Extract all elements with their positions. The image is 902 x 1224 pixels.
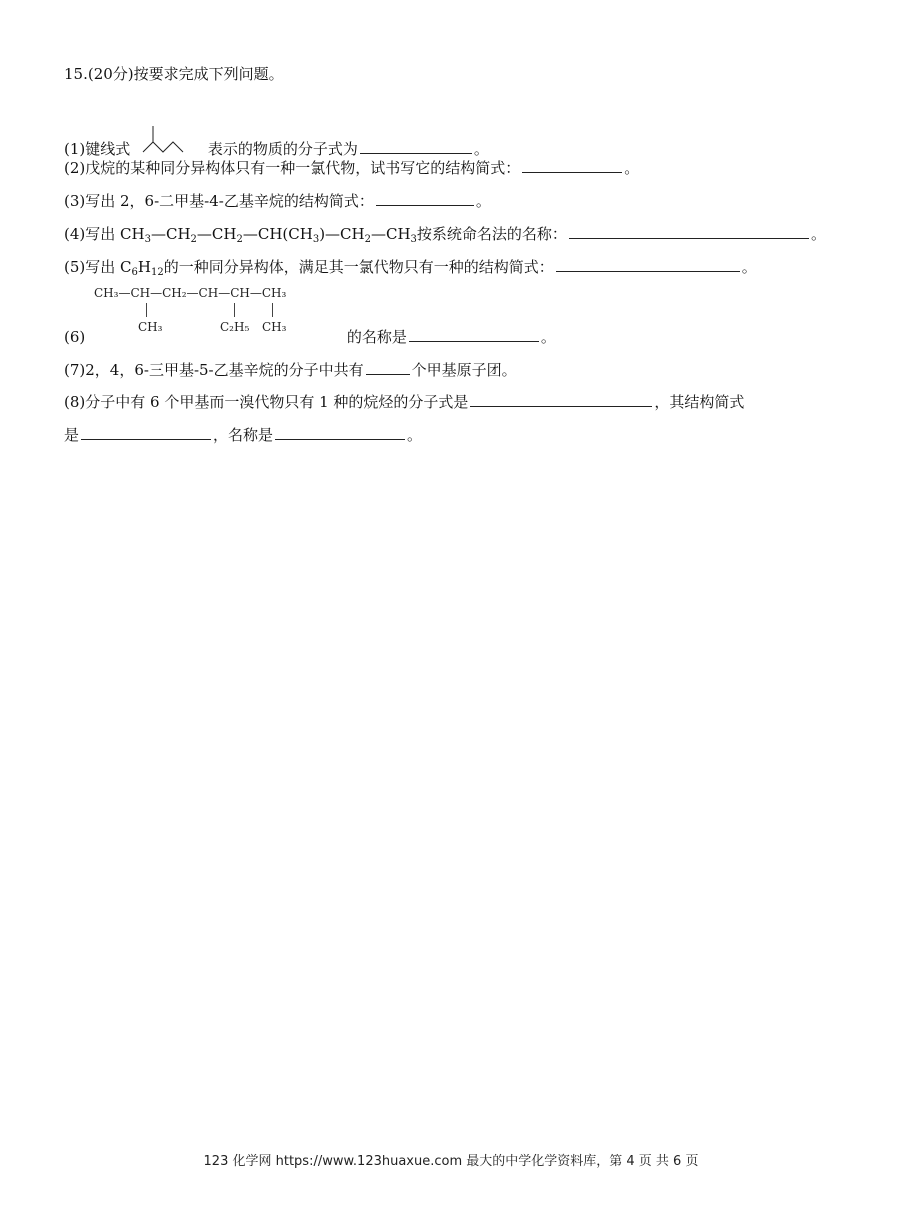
question-4 [64,223,826,244]
answer-blank-8b[interactable] [81,424,211,440]
q1-end: 。 [473,140,489,158]
q8-line1: (8)分子中有 6 个甲基而一溴代物只有 1 种的烷烃的分子式是 [64,393,469,411]
q3-text: (3)写出 2，6-二甲基-4-乙基辛烷的结构简式： [64,192,374,210]
q3-end: 。 [475,192,491,210]
branch-methyl-2: CH₃ [262,320,287,334]
question-8-line-1 [64,391,744,412]
q1-prefix: (1)键线式 [64,140,131,158]
q4-end: 。 [810,225,826,243]
q8-line2-end: 。 [407,426,423,444]
q5-end: 。 [741,258,757,276]
question-5 [64,256,757,277]
q5-prefix: (5)写出 [64,258,116,276]
q7-suffix: 个甲基原子团。 [411,361,517,379]
answer-blank-7[interactable] [366,359,410,375]
question-2 [64,157,639,178]
q1-suffix: 表示的物质的分子式为 [207,140,358,158]
question-6 [64,326,556,347]
main-chain: CH₃—CH—CH₂—CH—CH—CH₃ [94,286,287,300]
answer-blank-8c[interactable] [275,424,405,440]
q6-end: 。 [540,328,556,346]
branch-ethyl: C₂H₅ [220,320,250,334]
question-8-line-2 [64,424,422,445]
q6-label: (6) [64,328,86,346]
answer-blank-5[interactable] [556,256,740,272]
question-1 [64,124,489,159]
skeletal-formula-image [141,124,197,158]
question-3 [64,190,491,211]
q2-end: 。 [624,159,640,177]
q8-line2-mid: ，名称是 [213,426,274,444]
q2-text: (2)戊烷的某种同分异构体只有一种一氯代物，试书写它的结构简式： [64,159,521,177]
q4-suffix: 按系统命名法的名称： [416,225,567,243]
q5-formula: $C_6H_{12}$ [120,258,164,278]
page-footer: 123 化学网 https://www.123huaxue.com 最大的中学化学资料库，第 4 页 共 6 页 [203,1154,699,1169]
answer-blank-8a[interactable] [470,391,652,407]
q5-suffix: 的一种同分异构体，满足其一氯代物只有一种的结构简式： [163,258,554,276]
q4-prefix: (4)写出 [64,225,116,243]
q4-formula: $CH_3—CH_2—CH_2—CH(CH_3)—CH_2—CH_3$ [120,225,417,245]
branch-methyl-1: CH₃ [138,320,163,334]
question-7 [64,359,517,380]
q8-line2-prefix: 是 [64,426,80,444]
answer-blank-3[interactable] [376,190,474,206]
q8-line1-end: ，其结构简式 [654,393,745,411]
q6-suffix: 的名称是 [346,328,407,346]
question-heading: 15.(20分)按要求完成下列问题。 [64,65,284,83]
answer-blank-4[interactable] [569,223,809,239]
answer-blank-1[interactable] [360,138,472,154]
answer-blank-2[interactable] [522,157,622,173]
q7-prefix: (7)2，4，6-三甲基-5-乙基辛烷的分子中共有 [64,361,364,379]
answer-blank-6[interactable] [409,326,539,342]
